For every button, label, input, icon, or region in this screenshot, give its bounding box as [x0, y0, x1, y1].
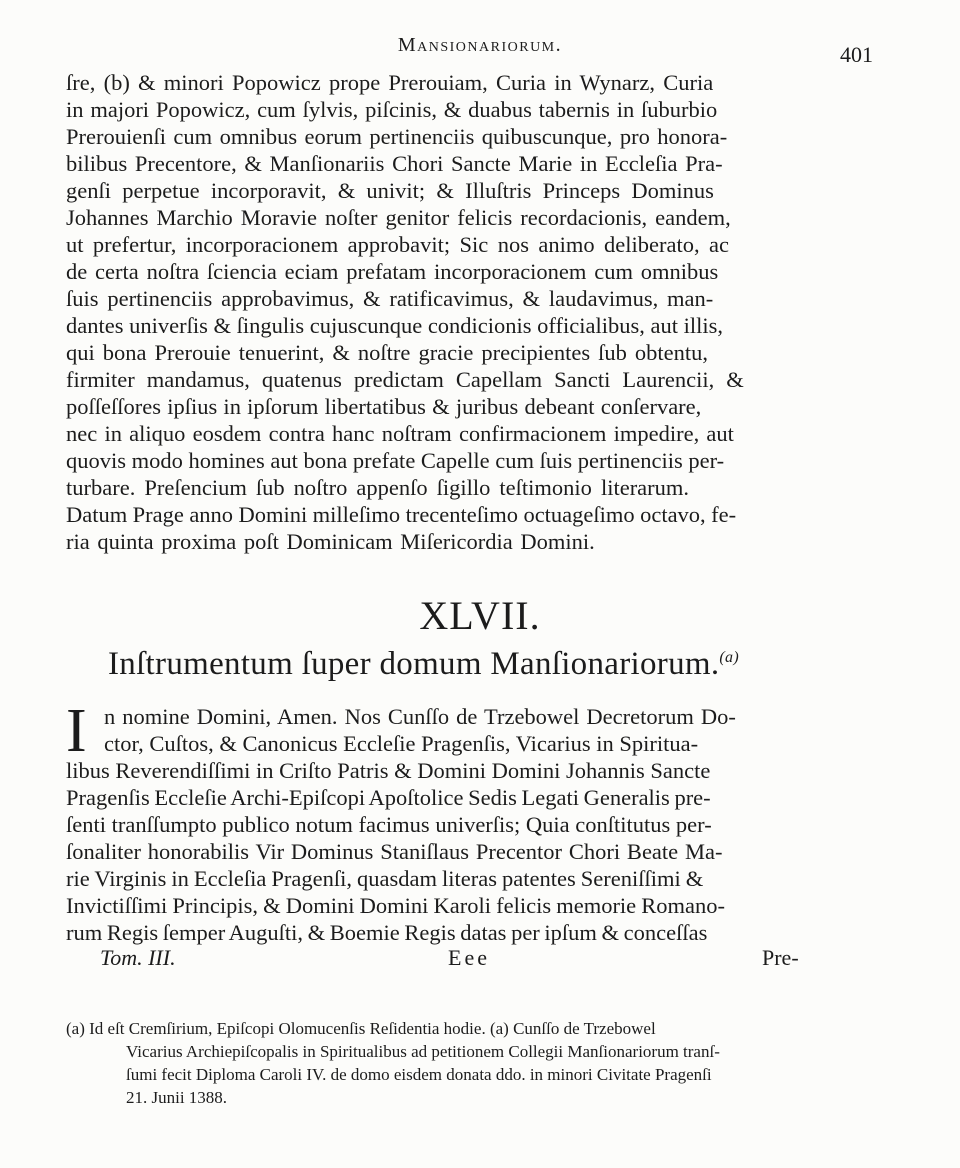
instrument-line: rum Regis ſemper Auguſti, & Boemie Regis datas per ipſum & conceſſas [66, 920, 708, 945]
section-title [108, 646, 739, 683]
body-line: genſi perpetue incorporavit, & univit; & Illuſtris Princeps Dominus [66, 178, 714, 203]
body-line: poſſeſſores ipſius in ipſorum libertatibus & juribus debeant conſervare, [66, 394, 702, 419]
body-line: Johannes Marchio Moravie noſter genitor felicis recordacionis, eandem, [66, 205, 731, 230]
body-line: Prerouienſi cum omnibus eorum pertinenciis quibuscunque, pro honora- [66, 124, 728, 149]
instrument-line: rie Virginis in Eccleſia Pragenſi, quasdam literas patentes Sereniſſimi & [66, 866, 704, 891]
body-line: de certa noſtra ſciencia eciam prefatam incorporacionem cum omnibus [66, 259, 719, 284]
footnote-line: (a) Id eſt Cremſirium, Epiſcopi Olomucenſis Reſidentia hodie. (a) Cunſſo de Trzebowel [66, 1019, 656, 1038]
footnote-marker: (a) [719, 649, 739, 666]
body-line: in majori Popowicz, cum ſylvis, piſcinis, & duabus tabernis in ſuburbio [66, 97, 718, 122]
body-line: ſre, (b) & minori Popowicz prope Prerouiam, Curia in Wynarz, Curia [66, 70, 714, 95]
body-line: nec in aliquo eosdem contra hanc noſtram confirmacionem impedire, aut [66, 421, 734, 446]
body-line: ria quinta proxima poſt Dominicam Miſericordia Domini. [66, 529, 595, 554]
body-line: turbare. Preſencium ſub noſtro appenſo ſigillo teſtimonio literarum. [66, 475, 690, 500]
footnote-line: ſumi fecit Diploma Caroli IV. de domo eisdem donata ddo. in minori Civitate Pragenſi [126, 1065, 712, 1084]
section-number: XLVII. [419, 593, 541, 638]
instrument-line: ctor, Cuſtos, & Canonicus Eccleſie Pragenſis, Vicarius in Spiritua- [104, 731, 699, 756]
instrument-line: Invictiſſimi Principis, & Domini Domini Karoli felicis memorie Romano- [66, 893, 726, 918]
body-line: quovis modo homines aut bona prefate Capelle cum ſuis pertinenciis per- [66, 448, 725, 473]
catchword: Pre- [762, 945, 799, 970]
body-line: Datum Prage anno Domini milleſimo trecenteſimo octuageſimo octavo, fe- [66, 502, 737, 527]
body-line: qui bona Prerouie tenuerint, & noſtre gracie precipientes ſub obtentu, [66, 340, 709, 365]
tome-label: Tom. III. [100, 945, 176, 970]
page-number: 401 [840, 42, 873, 67]
section-title-text: Inſtrumentum ſuper domum Manſionariorum. [108, 646, 720, 682]
signature-mark: Eee [448, 945, 490, 970]
body-line: bilibus Precentore, & Manſionariis Chori Sancte Marie in Eccleſia Pra- [66, 151, 723, 176]
footnote-line: 21. Junii 1388. [126, 1088, 228, 1107]
instrument-line: libus Reverendiſſimi in Criſto Patris & Domini Domini Johannis Sancte [66, 758, 711, 783]
instrument-line: ſonaliter honorabilis Vir Dominus Staniſlaus Precentor Chori Beate Ma- [66, 839, 723, 864]
body-line: ut prefertur, incorporacionem approbavit; Sic nos animo deliberato, ac [66, 232, 730, 257]
footnote-line: Vicarius Archiepiſcopalis in Spiritualibus ad petitionem Collegii Manſionariorum tranſ- [126, 1042, 720, 1061]
running-title: Mansionariorum. [397, 34, 563, 56]
body-line: firmiter mandamus, quatenus predictam Capellam Sancti Laurencii, & [66, 367, 744, 392]
drop-cap: I [66, 697, 87, 765]
instrument-line: ſenti tranſſumpto publico notum facimus univerſis; Quia conſtitutus per- [66, 812, 712, 837]
body-line: dantes univerſis & ſingulis cujuscunque condicionis officialibus, aut illis, [66, 313, 723, 338]
instrument-line: Pragenſis Eccleſie Archi-Epiſcopi Apoſtolice Sedis Legati Generalis pre- [66, 785, 711, 810]
body-line: ſuis pertinenciis approbavimus, & ratificavimus, & laudavimus, man- [66, 286, 714, 311]
instrument-line: n nomine Domini, Amen. Nos Cunſſo de Trzebowel Decretorum Do- [104, 704, 736, 729]
